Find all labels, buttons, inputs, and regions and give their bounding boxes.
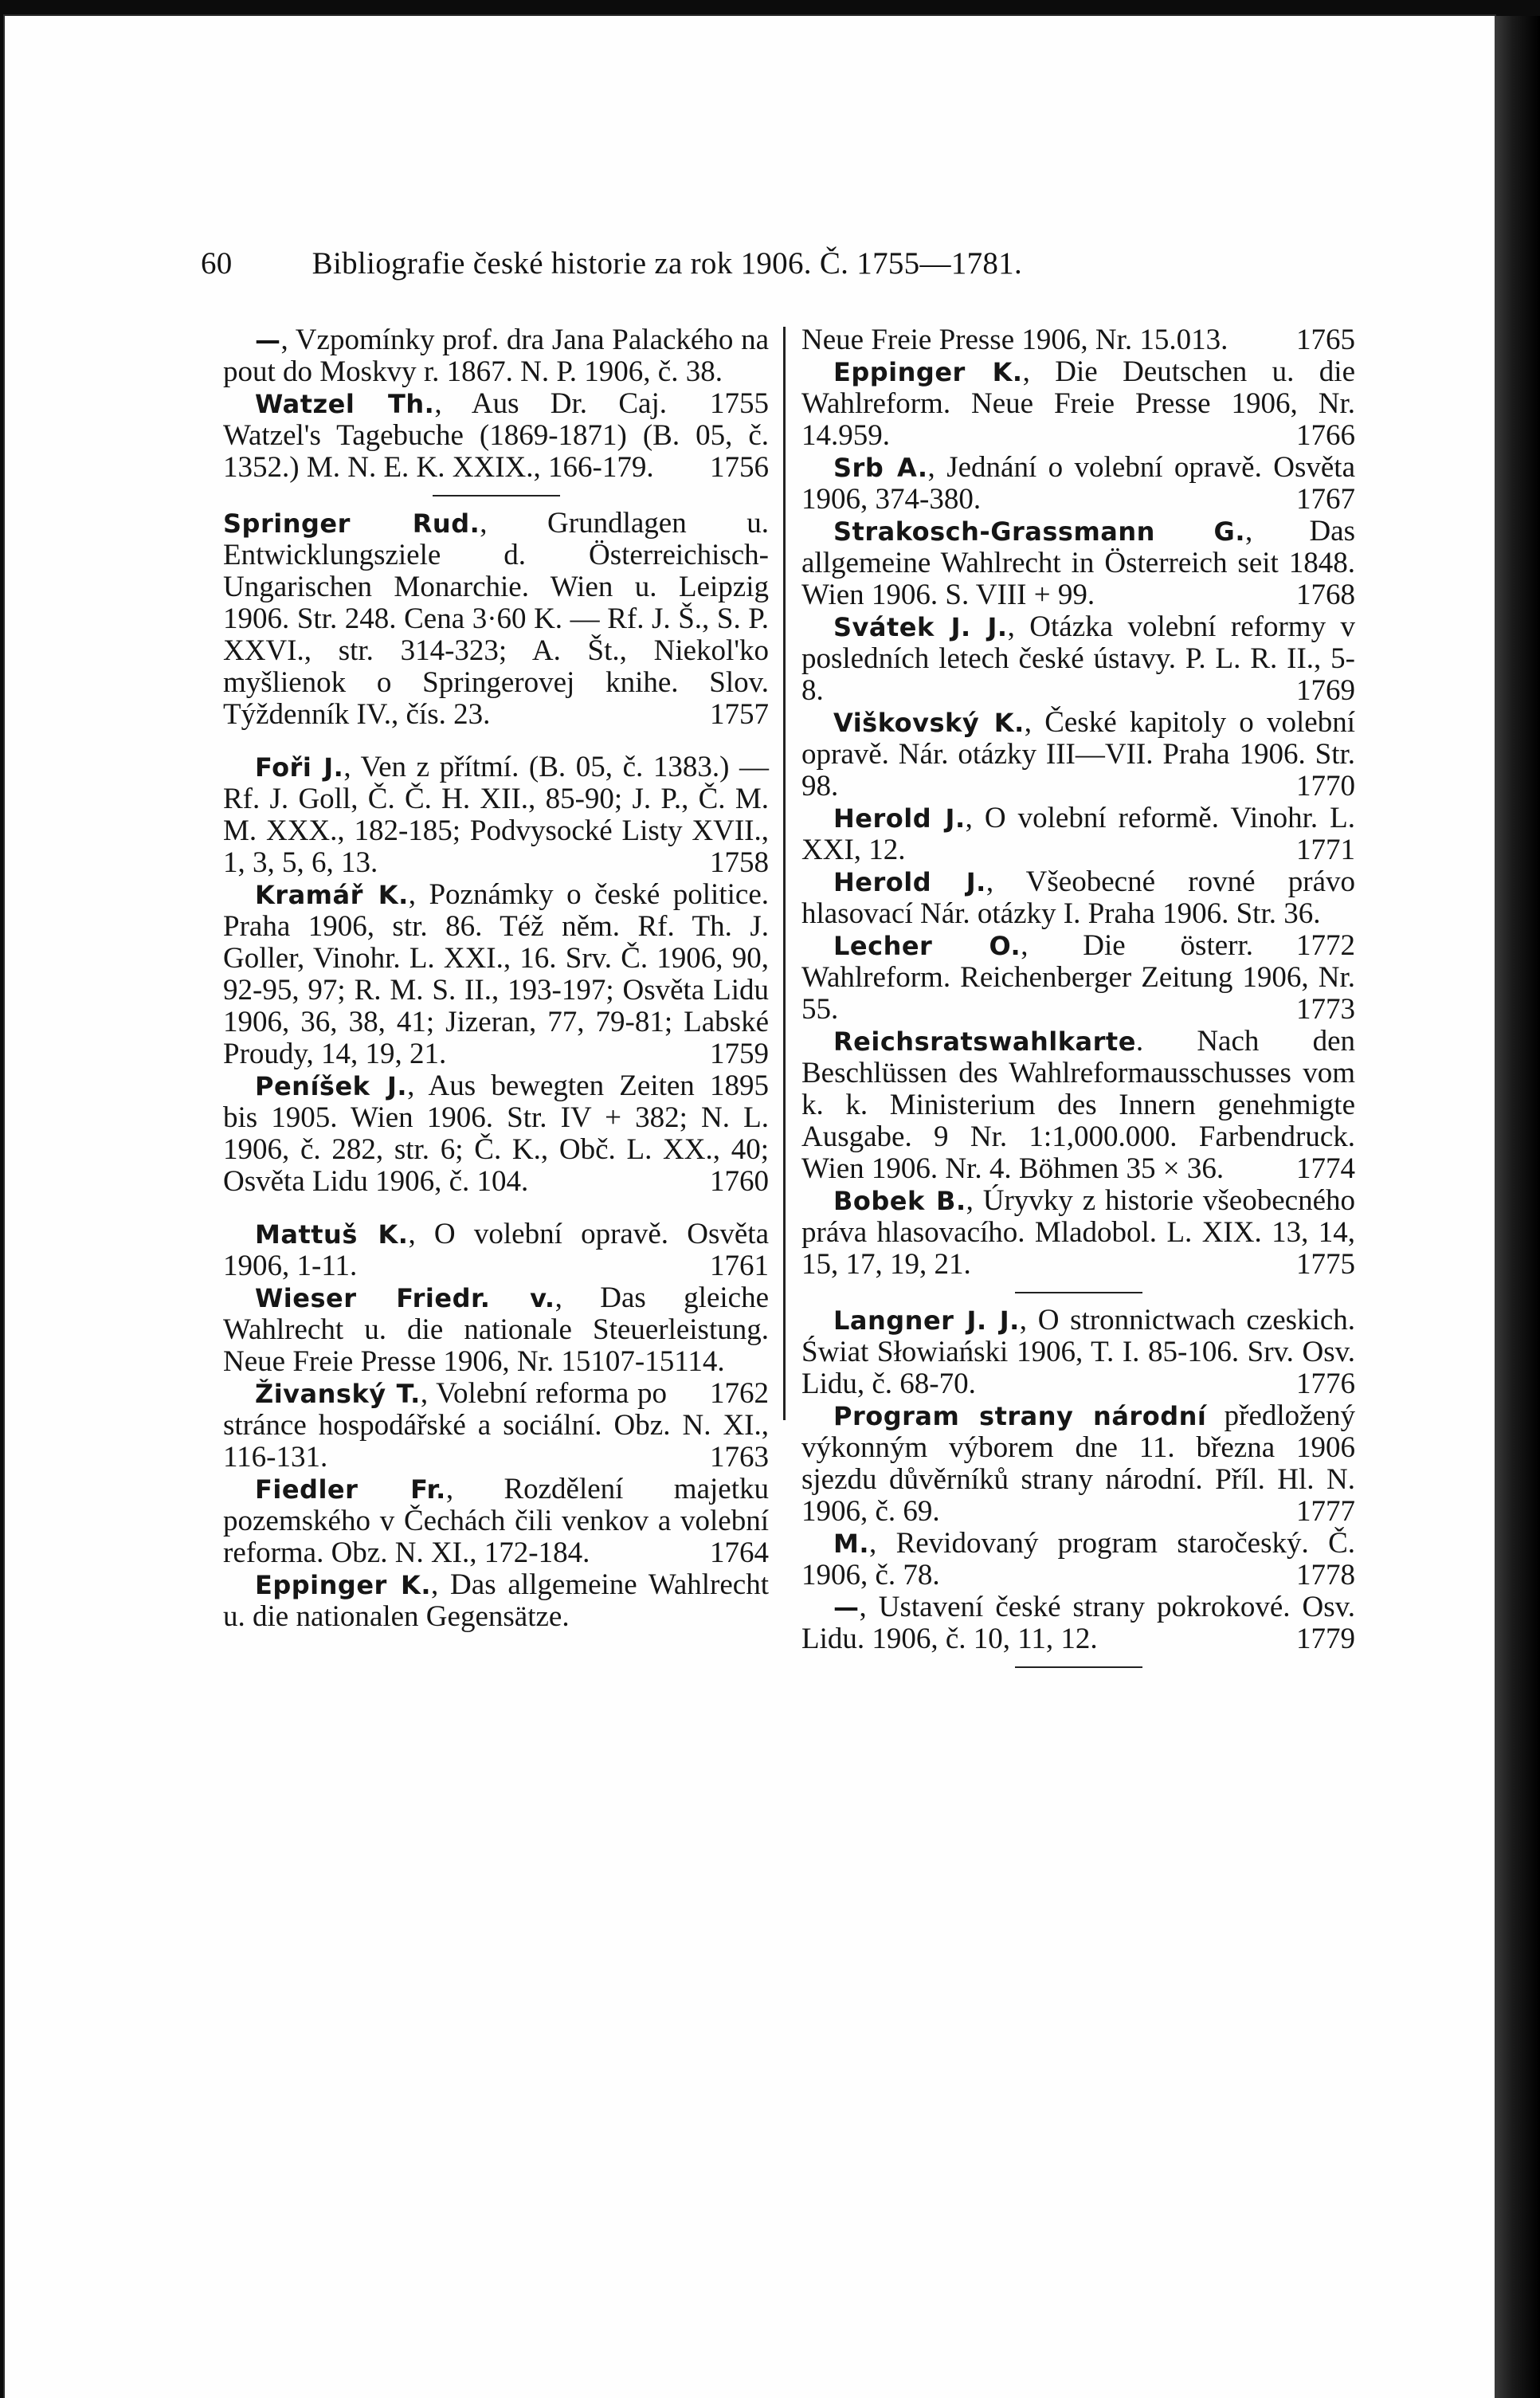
entry-1771: Herold J., O volební reformě. Vinohr. L. XXI, 12. 1771: [801, 802, 1356, 866]
entry-number: 1762: [710, 1377, 769, 1410]
entry-number: 1767: [1296, 483, 1355, 516]
entry-1775: Bobek B., Úryvky z historie všeobecného práva hlasovacího. Mladobol. L. XIX. 13, 14, 15, 17, 19, 21. 1775: [801, 1184, 1355, 1281]
entry-number: 1759: [710, 1038, 769, 1070]
entry-1776: Langner J. J., O stronnictwach czeskich. Świat Słowiański 1906, T. I. 85-106. Srv. Osv. Lidu, č. 68-70. 1776: [801, 1304, 1355, 1400]
entry-1758: Foři J., Ven z přítmí. (B. 05, č. 1383.) — Rf. J. Goll, Č. Č. H. XII., 85-90; J. P., Č. M. M. XXX., 182-185; Podvysocké Listy XVII., 1, 3, 5, 6, 13. 1758: [223, 751, 770, 879]
entry-1779: —, Ustavení české strany pokrokové. Osv. Lidu. 1906, č. 10, 11, 12. 1779: [801, 1591, 1355, 1655]
entry-number: 1756: [710, 451, 769, 484]
entry-1759: Kramář K., Poznámky o české politice. Praha 1906, str. 86. Též něm. Rf. Th. J. Goller, Vinohr. L. XXI., 16. Srv. Č. 1906, 90, 92-95, 97; R. M. S. II., 193-197; Osvěta Lidu 1906, 36, 38, 41; Jizeran, 77, 79-81; Labské Proudy, 14, 19, 21. 1759: [223, 878, 769, 1070]
entry-number: 1778: [1296, 1559, 1355, 1591]
column-divider: [783, 327, 786, 1420]
entry-number: 1766: [1296, 419, 1355, 452]
entry-number: 1755: [710, 387, 769, 420]
page-number: 60: [201, 246, 233, 281]
entry-1761: Mattuš K., O volební opravě. Osvěta 1906, 1-11. 1761: [223, 1218, 769, 1282]
section-rule: [1015, 1292, 1142, 1293]
entry-number: 1769: [1296, 674, 1355, 707]
entry-number: 1779: [1296, 1623, 1355, 1655]
entry-number: 1777: [1296, 1495, 1355, 1528]
right-column: [801, 324, 1355, 1679]
entry-1755: —, Vzpomínky prof. dra Jana Palackého na pout do Moskvy r. 1867. N. P. 1906, č. 38. 1755: [223, 324, 769, 420]
entry-number: 1758: [710, 846, 769, 879]
page-edge-shadow: [1495, 16, 1540, 2398]
entry-number: 1770: [1296, 770, 1355, 803]
entry-1763: Živanský T., Volební reforma po stránce hospodářské a sociální. Obz. N. XI., 116-131. 1763: [223, 1377, 769, 1474]
entry-1760: Peníšek J., Aus bewegten Zeiten 1895 bis 1905. Wien 1906. Str. IV + 382; N. L. 1906, č. 282, str. 6; Č. K., Obč. L. XX., 40; Osvěta Lidu 1906, č. 104. 1760: [223, 1069, 769, 1198]
running-header: [201, 245, 1316, 281]
section-rule: [433, 495, 560, 496]
entry-1770: Viškovský K., České kapitoly o volební opravě. Nár. otázky III—VII. Praha 1906. Str. 98. 1770: [801, 706, 1356, 803]
entry-number: 1765: [1296, 324, 1355, 356]
left-column: [223, 324, 769, 1633]
entry-1765-end: Neue Freie Presse 1906, Nr. 15.013. 1765: [801, 324, 1355, 356]
entry-1778: M., Revidovaný program staročeský. Č. 1906, č. 78. 1778: [801, 1527, 1355, 1591]
entry-1774: Reichsratswahlkarte. Nach den Beschlüssen des Wahlreformausschusses vom k. k. Ministerium des Innern genehmigte Ausgabe. 9 Nr. 1:1,000.000. Farbendruck. Wien 1906. Nr. 4. Böhmen 35 × 36. 1774: [801, 1025, 1355, 1185]
entry-1768: Strakosch-Grassmann G., Das allgemeine Wahlrecht in Österreich seit 1848. Wien 1906. S. VIII + 99. 1768: [801, 515, 1356, 611]
page-title: Bibliografie české historie za rok 1906. Č. 1755—1781.: [312, 246, 1023, 281]
entry-number: 1776: [1296, 1368, 1355, 1400]
entry-number: 1761: [710, 1250, 769, 1282]
entry-1773: Lecher O., Die österr. Wahlreform. Reichenberger Zeitung 1906, Nr. 55. 1773: [801, 929, 1355, 1026]
entry-number: 1764: [710, 1537, 769, 1569]
entry-number: 1772: [1296, 929, 1355, 962]
section-rule: [1015, 1666, 1142, 1668]
entry-1777: Program strany národní předložený výkonným výborem dne 11. března 1906 sjezdu důvěrníků strany národní. Příl. Hl. N. 1906, č. 69. 1777: [801, 1399, 1355, 1528]
entry-1756: Watzel Th., Aus Dr. Caj. Watzel's Tagebuche (1869-1871) (B. 05, č. 1352.) M. N. E. K. XXIX., 166-179. 1756: [223, 387, 769, 484]
entry-number: 1763: [710, 1441, 769, 1474]
entry-1757: Springer Rud., Grundlagen u. Entwicklungsziele d. Österreichisch-Ungarischen Monarchie. Wien u. Leipzig 1906. Str. 248. Cena 3·60 K. — Rf. J. Š., S. P. XXVI., str. 314-323; A. Št., Niekol'ko myšlienok o Springerovej knihe. Slov. Týždenník IV., čís. 23. 1757: [223, 507, 769, 731]
entry-1769: Svátek J. J., Otázka volební reformy v posledních letech české ústavy. P. L. R. II., 5-8. 1769: [801, 610, 1356, 707]
entry-number: 1771: [1296, 834, 1355, 866]
entry-1762: Wieser Friedr. v., Das gleiche Wahlrecht u. die nationale Steuerleistung. Neue Freie Presse 1906, Nr. 15107-15114. 1762: [223, 1281, 770, 1410]
entry-number: 1757: [710, 698, 769, 731]
entry-1765-start: Eppinger K., Das allgemeine Wahlrecht u. die nationalen Gegensätze.: [223, 1568, 769, 1633]
entry-1767: Srb A., Jednání o volební opravě. Osvěta 1906, 374-380. 1767: [801, 451, 1355, 516]
entry-number: 1775: [1296, 1248, 1355, 1281]
entry-1766: Eppinger K., Die Deutschen u. die Wahlreform. Neue Freie Presse 1906, Nr. 14.959. 1766: [801, 355, 1356, 452]
entry-number: 1774: [1296, 1152, 1355, 1185]
entry-1772: Herold J., Všeobecné rovné právo hlasovací Nár. otázky I. Praha 1906. Str. 36. 1772: [801, 865, 1355, 962]
entry-number: 1768: [1296, 579, 1355, 611]
entry-number: 1760: [710, 1165, 769, 1198]
entry-number: 1773: [1296, 993, 1355, 1026]
entry-1764: Fiedler Fr., Rozdělení majetku pozemského v Čechách čili venkov a volební reforma. Obz. N. XI., 172-184. 1764: [223, 1473, 769, 1569]
